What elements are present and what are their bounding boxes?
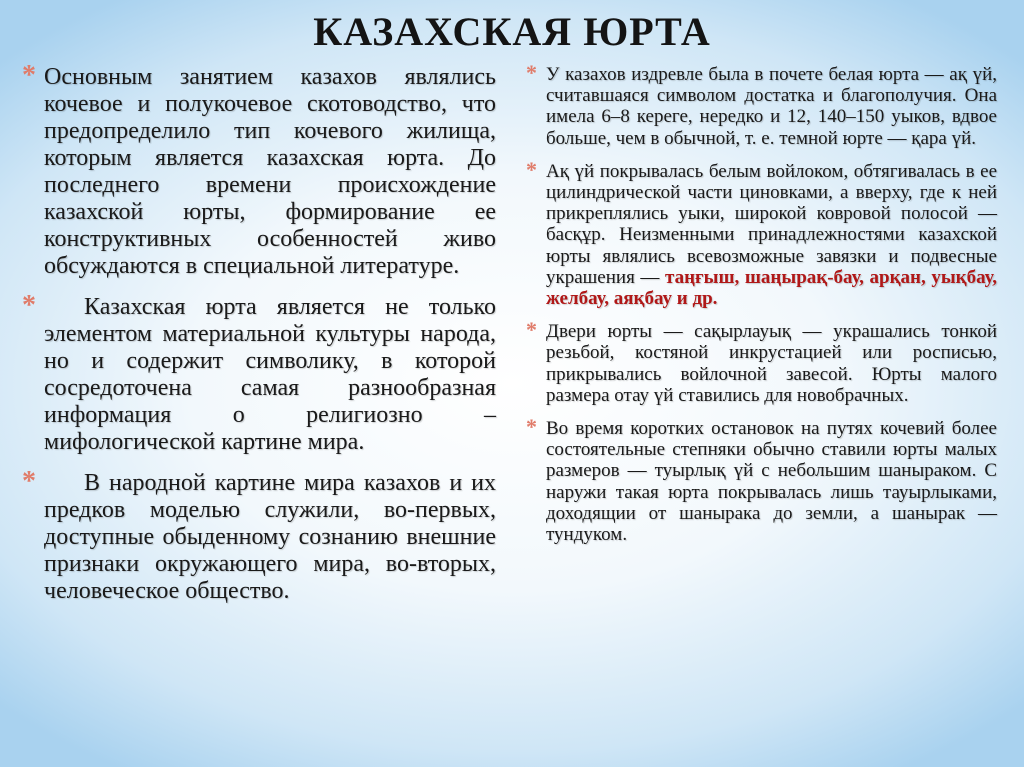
right-paragraph-4 xyxy=(526,414,997,546)
left-paragraph-1 xyxy=(22,60,496,280)
slide-title: КАЗАХСКАЯ ЮРТА xyxy=(313,9,711,54)
asterisk-bullet-icon: * xyxy=(22,290,36,321)
paragraph-text: У казахов издревле была в почете белая юрта — ақ үй, считавшаяся символом достатка и благополучия. Она имела 6–8 кереге, нередко и 12, 140–150 уыков, вдвое больше, чем в обычной, т. е. темной юрте — қара үй. xyxy=(546,64,997,149)
asterisk-bullet-icon: * xyxy=(22,60,36,91)
right-paragraph-1 xyxy=(526,60,997,149)
paragraph-text: Казахская юрта является не только элементом материальной культуры народа, но и содержит символику, в которой сосредоточена самая разнообразная информация о религиозно – мифологической картине мира. xyxy=(44,294,496,455)
left-paragraph-3 xyxy=(22,466,496,605)
asterisk-bullet-icon: * xyxy=(526,156,537,182)
right-column xyxy=(526,60,997,557)
left-paragraph-2 xyxy=(22,290,496,456)
paragraph-text: Основным занятием казахов являлись кочевое и полукочевое скотоводство, что предопределило тип кочевого жилища, которым является казахская юрта. До последнего времени происхождение казахской юрты, формирование ее конструктивных особенностей живо обсуждаются в специальной литературе. xyxy=(44,64,496,279)
asterisk-bullet-icon: * xyxy=(22,466,36,497)
right-paragraph-2 xyxy=(526,156,997,310)
asterisk-bullet-icon: * xyxy=(526,414,537,440)
paragraph-text: В народной картине мира казахов и их предков моделью служили, во-первых, доступные обыденному сознанию внешние признаки окружающего мира, во-вторых, человеческое общество. xyxy=(44,470,496,604)
right-paragraph-3 xyxy=(526,317,997,406)
left-column xyxy=(22,60,496,619)
decorations-highlight: таңғыш, шаңырақ-бау, арқан, уықбау, желбау, аяқбау и др. xyxy=(546,266,997,310)
paragraph-text: Во время коротких остановок на путях кочевий более состоятельные степняки обычно ставили юрты малых размеров — туырлық үй с небольшим шаныраком. С наружи такая юрта покрывалась лишь тауырлыками, доходящии от шанырака до земли, а шанырак — тундуком. xyxy=(546,418,997,546)
paragraph-text: Ақ үй покрывалась белым войлоком, обтягивалась в ее цилиндрической части циновками, а вверху, где к ней прикреплялись уыки, широкой ковровой полосой — басқұр. Неизменными принадлежностями казахской юрты являлись всевозможные завязки и подвесные украшения — xyxy=(546,160,997,288)
asterisk-bullet-icon: * xyxy=(526,60,537,85)
paragraph-text: Двери юрты — сақырлауық — украшались тонкой резьбой, костяной инкрустацией или росписью, прикрывались войлочной завесой. Юрты малого размера отау үй ставились для новобрачных. xyxy=(546,321,997,406)
asterisk-bullet-icon: * xyxy=(526,317,537,343)
